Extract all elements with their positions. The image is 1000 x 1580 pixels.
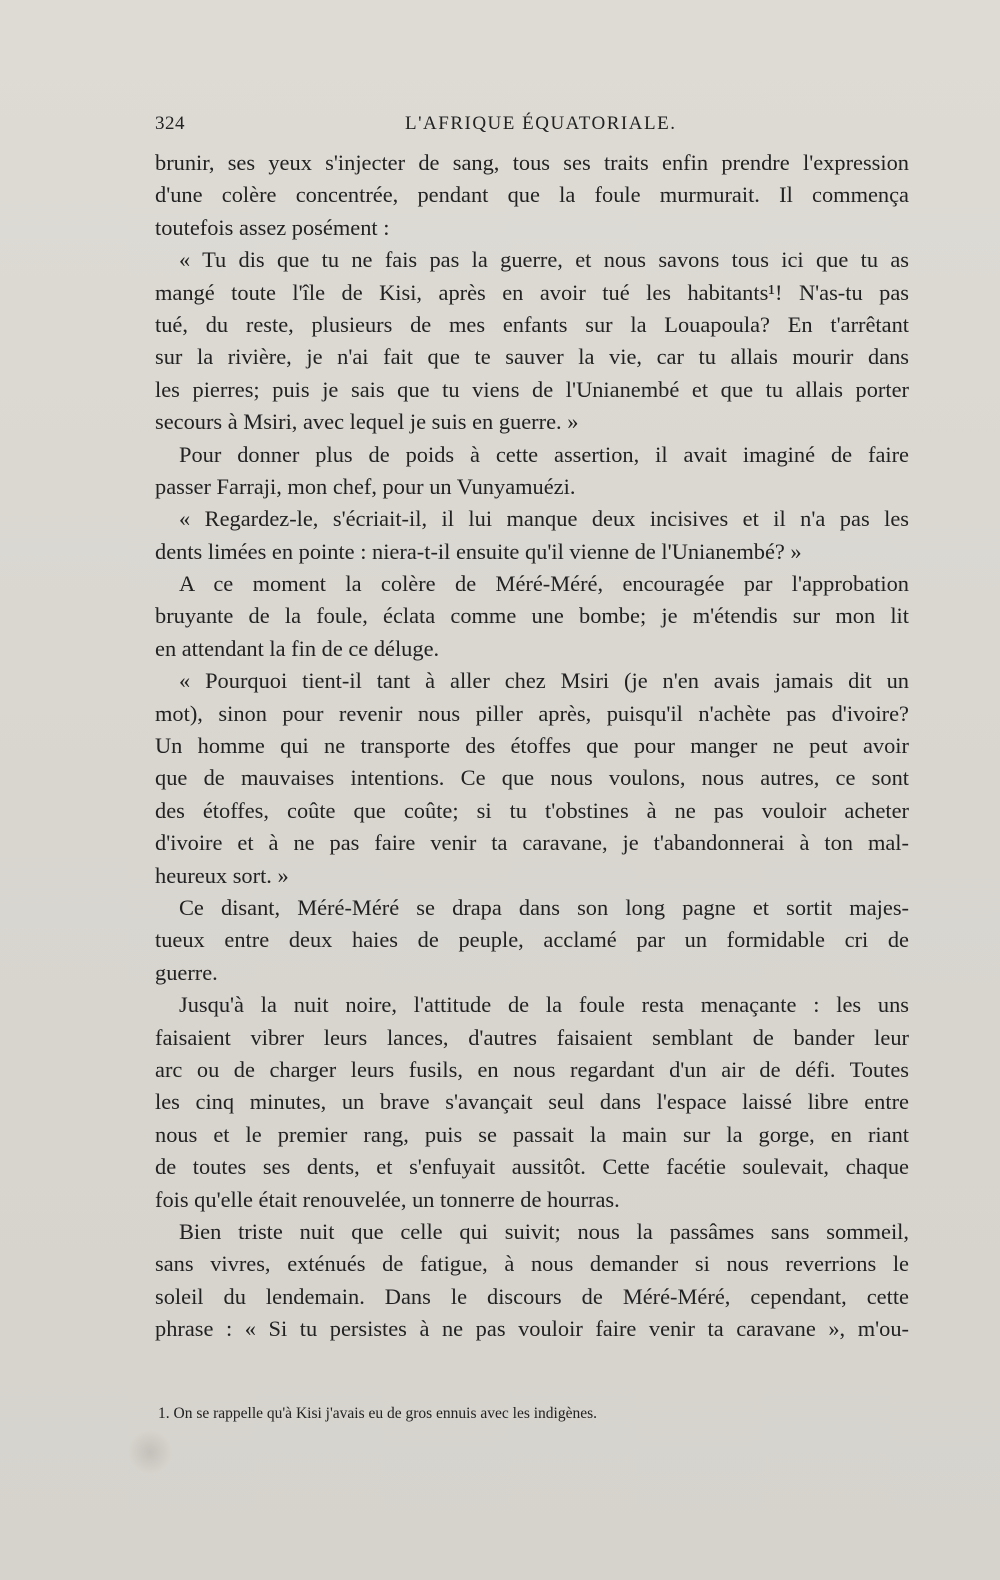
text-line: toutefois assez posément : bbox=[155, 214, 390, 240]
text-line: dents limées en pointe : niera-t-il ensuite qu'il vienne de l'Unianembé? » bbox=[155, 538, 802, 564]
text-line: d'ivoire et à ne pas faire venir ta caravane, je t'abandonnerai à ton mal- bbox=[155, 830, 909, 856]
text-line: nous et le premier rang, puis se passait la main sur la gorge, en riant bbox=[155, 1121, 909, 1147]
text-line: tueux entre deux haies de peuple, acclamé par un formidable cri de bbox=[155, 927, 909, 953]
text-line: A ce moment la colère de Méré-Méré, encouragée par l'approbation bbox=[179, 571, 909, 597]
text-line: sur la rivière, je n'ai fait que te sauver la vie, car tu allais mourir dans bbox=[155, 344, 909, 370]
text-line: de toutes ses dents, et s'enfuyait aussitôt. Cette facétie soulevait, chaque bbox=[155, 1154, 909, 1180]
text-line: les cinq minutes, un brave s'avançait seul dans l'espace laissé libre entre bbox=[155, 1089, 909, 1115]
text-line: les pierres; puis je sais que tu viens de l'Unianembé et que tu allais porter bbox=[155, 376, 909, 402]
text-line: mot), sinon pour revenir nous piller après, puisqu'il n'achète pas d'ivoire? bbox=[155, 700, 909, 726]
text-line: en attendant la fin de ce déluge. bbox=[155, 635, 440, 661]
body-text bbox=[155, 147, 909, 1345]
text-line: fois qu'elle était renouvelée, un tonnerre de hourras. bbox=[155, 1186, 620, 1212]
text-line: phrase : « Si tu persistes à ne pas vouloir faire venir ta caravane », m'ou- bbox=[155, 1316, 909, 1342]
running-title: L'AFRIQUE ÉQUATORIALE. bbox=[405, 113, 677, 134]
text-line: passer Farraji, mon chef, pour un Vunyamuézi. bbox=[155, 473, 576, 499]
text-line: guerre. bbox=[155, 959, 218, 985]
paper-stain bbox=[128, 1430, 172, 1474]
text-line: brunir, ses yeux s'injecter de sang, tous ses traits enfin prendre l'expression bbox=[155, 150, 909, 175]
text-line: sans vivres, exténués de fatigue, à nous demander si nous reverrions le bbox=[155, 1251, 909, 1277]
text-line: mangé toute l'île de Kisi, après en avoir tué les habitants¹! N'as-tu pas bbox=[155, 279, 909, 305]
text-line: « Pourquoi tient-il tant à aller chez Msiri (je n'en avais jamais dit un bbox=[179, 668, 909, 694]
page-header bbox=[155, 113, 909, 141]
text-line: heureux sort. » bbox=[155, 862, 289, 888]
text-line: Ce disant, Méré-Méré se drapa dans son long pagne et sortit majes- bbox=[179, 894, 909, 920]
page-number: 324 bbox=[155, 113, 185, 134]
text-line: Jusqu'à la nuit noire, l'attitude de la foule resta menaçante : les uns bbox=[179, 992, 909, 1018]
text-line: secours à Msiri, avec lequel je suis en guerre. » bbox=[155, 409, 579, 435]
text-line: tué, du reste, plusieurs de mes enfants sur la Louapoula? En t'arrêtant bbox=[155, 311, 909, 337]
text-line: d'une colère concentrée, pendant que la foule murmurait. Il commença bbox=[155, 182, 909, 208]
text-line: Pour donner plus de poids à cette assertion, il avait imaginé de faire bbox=[179, 441, 909, 467]
text-line: bruyante de la foule, éclata comme une bombe; je m'étendis sur mon lit bbox=[155, 603, 909, 629]
text-line: Un homme qui ne transporte des étoffes que pour manger ne peut avoir bbox=[155, 733, 909, 759]
text-line: des étoffes, coûte que coûte; si tu t'obstines à ne pas vouloir acheter bbox=[155, 797, 909, 823]
text-line: faisaient vibrer leurs lances, d'autres faisaient semblant de bander leur bbox=[155, 1024, 909, 1050]
text-line: soleil du lendemain. Dans le discours de Méré-Méré, cependant, cette bbox=[155, 1283, 909, 1309]
footnote: 1. On se rappelle qu'à Kisi j'avais eu de gros ennuis avec les indigènes. bbox=[158, 1405, 598, 1422]
text-line: arc ou de charger leurs fusils, en nous regardant d'un air de défi. Toutes bbox=[155, 1056, 909, 1082]
text-line: Bien triste nuit que celle qui suivit; nous la passâmes sans sommeil, bbox=[179, 1218, 909, 1244]
text-line: que de mauvaises intentions. Ce que nous voulons, nous autres, ce sont bbox=[155, 765, 909, 791]
text-line: « Regardez-le, s'écriait-il, il lui manque deux incisives et il n'a pas les bbox=[179, 506, 909, 532]
text-line: « Tu dis que tu ne fais pas la guerre, et nous savons tous ici que tu as bbox=[179, 247, 909, 273]
